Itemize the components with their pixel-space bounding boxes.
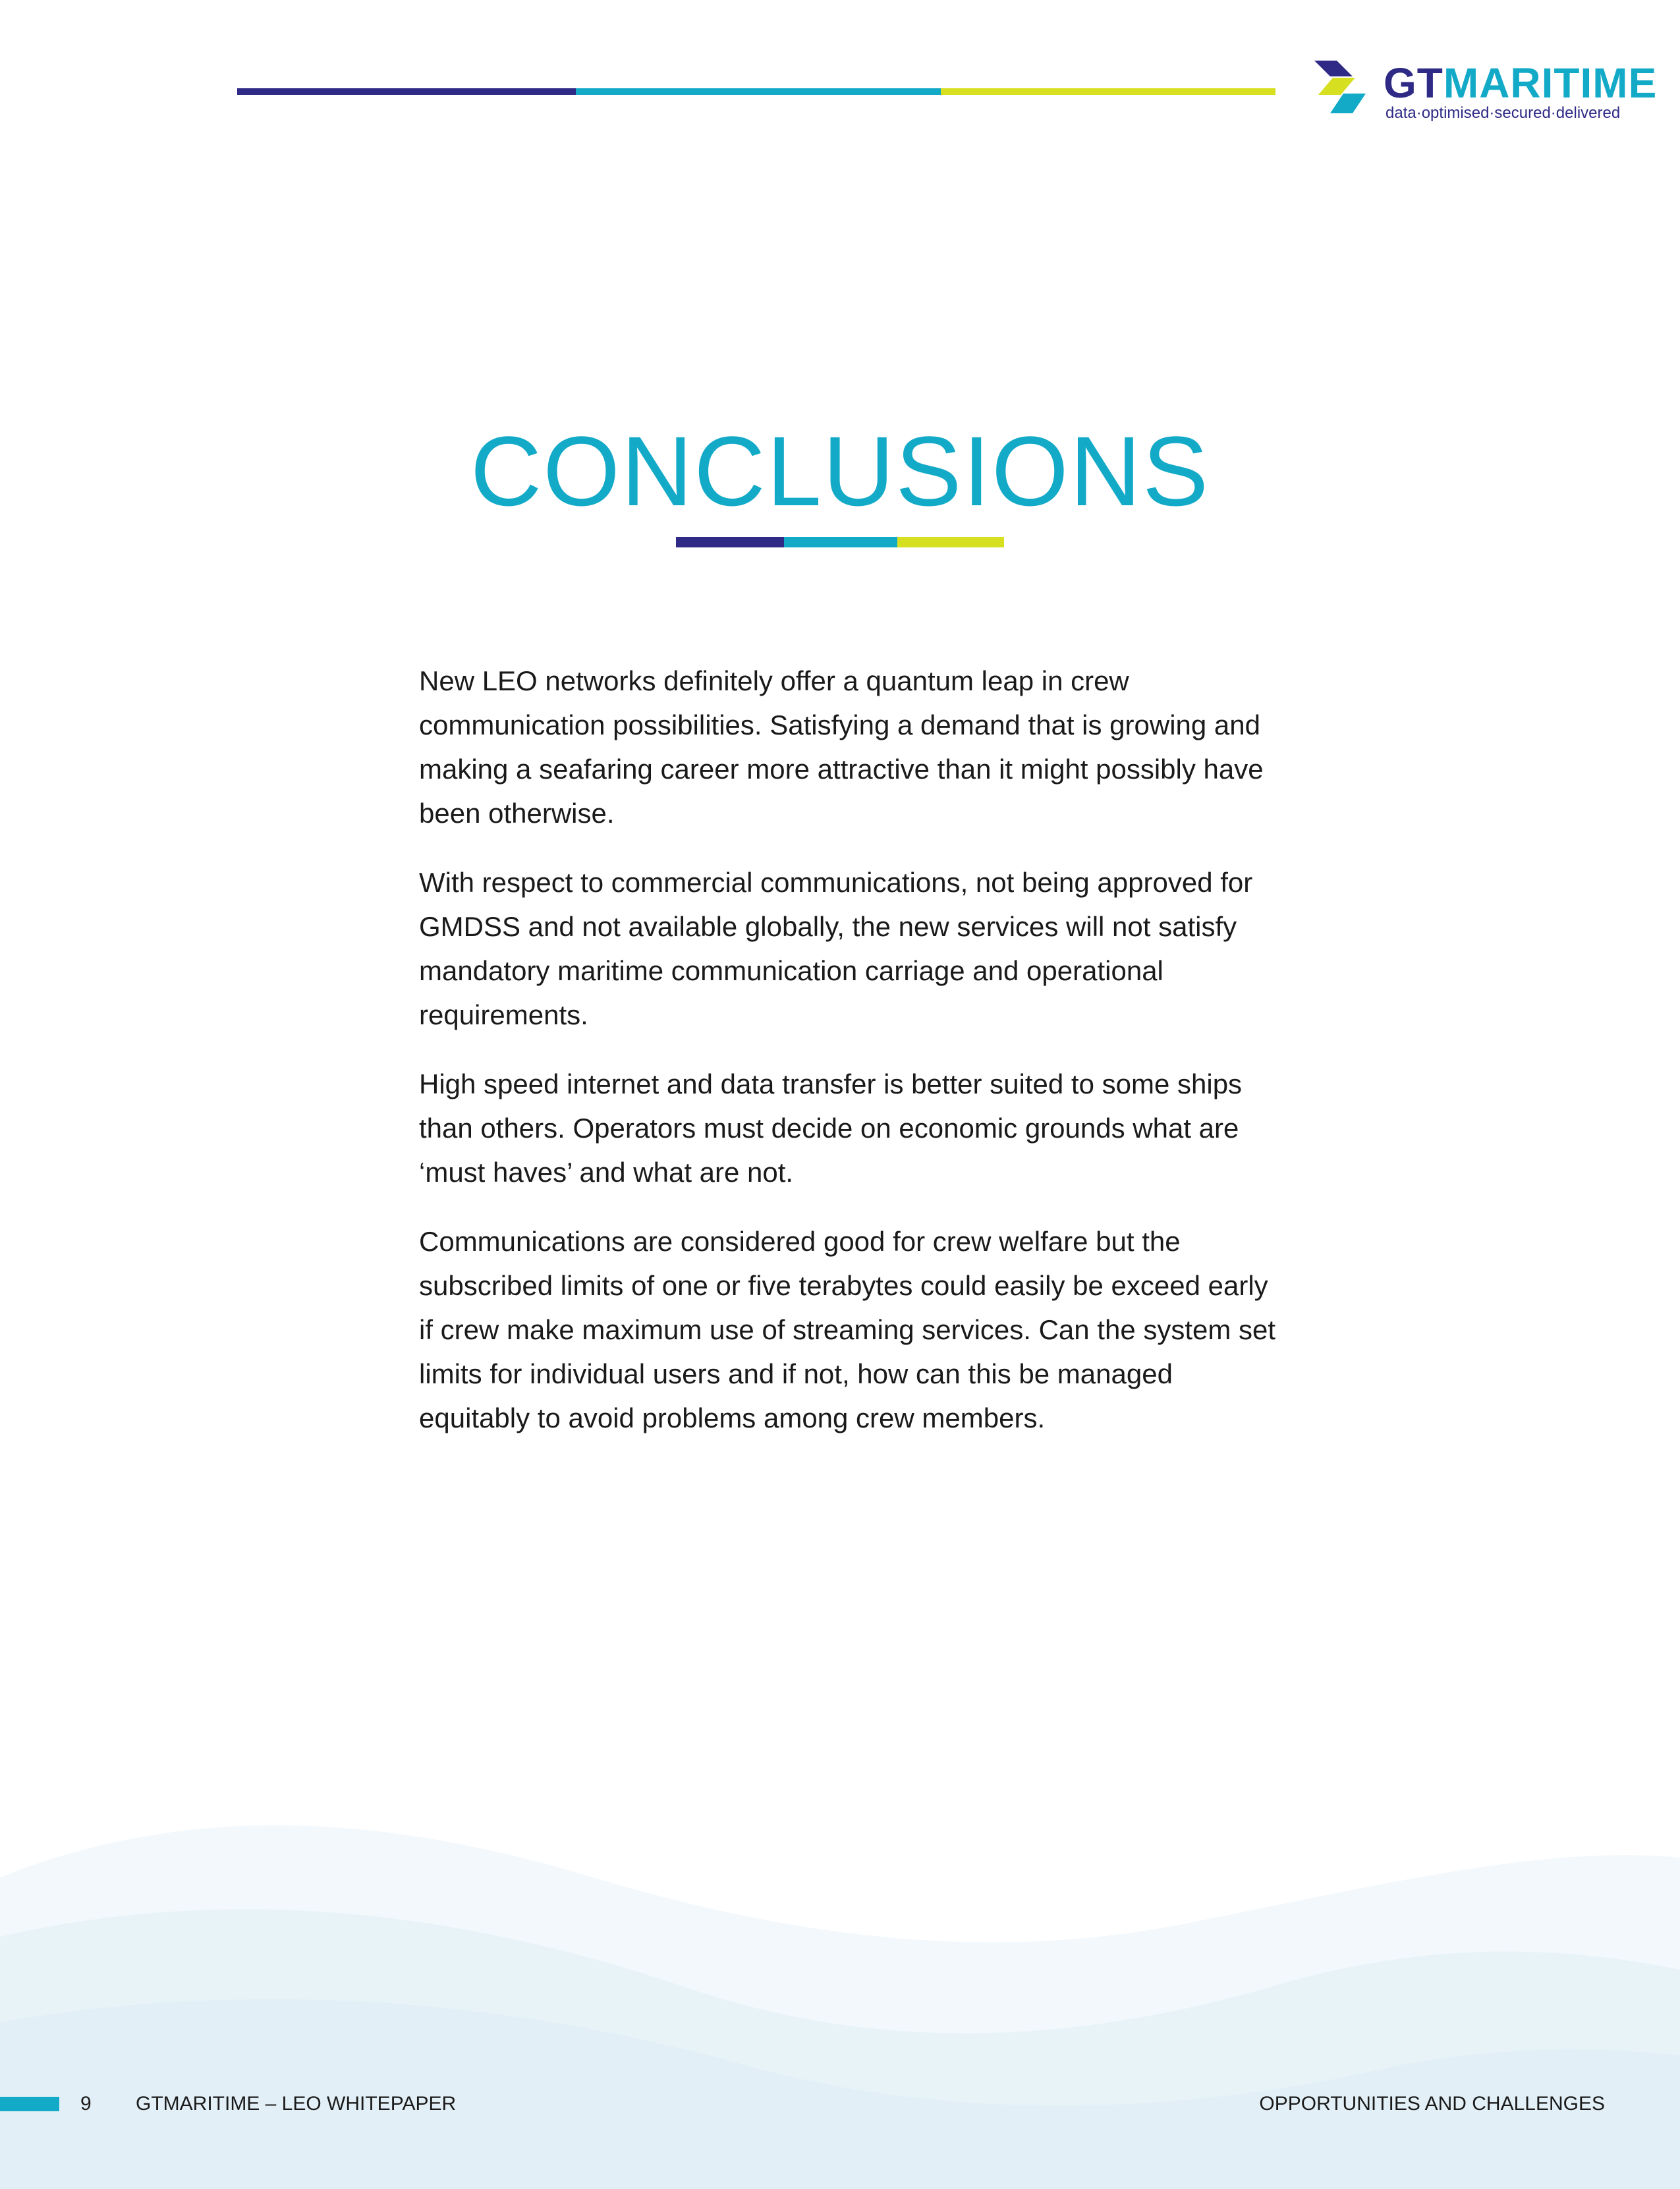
paragraph-1: New LEO networks definitely offer a quantum leap in crew communication possibilities. Satisfying a demand that is growing and making a seafaring career more attractive than it might possibly have been otherwise. xyxy=(419,665,1264,829)
logo-chevron-icon xyxy=(1314,61,1378,115)
gtmaritime-logo xyxy=(1314,59,1658,124)
title-rule-navy xyxy=(676,537,784,547)
wave-background xyxy=(0,1805,1680,2189)
header-rule-lime xyxy=(941,88,1275,95)
paragraph-4: Communications are considered good for crew welfare but the subscribed limits of one or five terabytes could easily be exceed early if crew make maximum use of streaming services. Can the system set limits for individual users and if not, how can this be managed equitably to avoid problems among crew members. xyxy=(419,1226,1276,1433)
paragraph-2: With respect to commercial communications, not being approved for GMDSS and not available globally, the new services will not satisfy mandatory maritime communication carriage and operational requirements. xyxy=(419,867,1253,1030)
logo-tagline: data·optimised·secured·delivered xyxy=(1386,104,1621,122)
paragraph-3: High speed internet and data transfer is better suited to some ships than others. Operators must decide on economic grounds what are ‘must haves’ and what are not. xyxy=(419,1068,1243,1188)
logo-word-gt: GT xyxy=(1384,59,1443,107)
header-rule-navy xyxy=(237,88,576,95)
header-rule-cyan xyxy=(576,88,941,95)
logo-wordmark xyxy=(1384,59,1658,107)
title-rule-cyan xyxy=(784,537,897,547)
conclusions-body xyxy=(419,659,1289,1465)
page-title: CONCLUSIONS xyxy=(470,416,1210,526)
page-number: 9 xyxy=(80,2093,92,2115)
title-rule-lime xyxy=(897,537,1004,547)
footer-document-title: GTMARITIME – LEO WHITEPAPER xyxy=(136,2093,457,2115)
logo-word-maritime: MARITIME xyxy=(1443,59,1658,107)
footer-section-title: OPPORTUNITIES AND CHALLENGES xyxy=(1259,2093,1605,2115)
footer-accent-bar xyxy=(0,2097,59,2111)
